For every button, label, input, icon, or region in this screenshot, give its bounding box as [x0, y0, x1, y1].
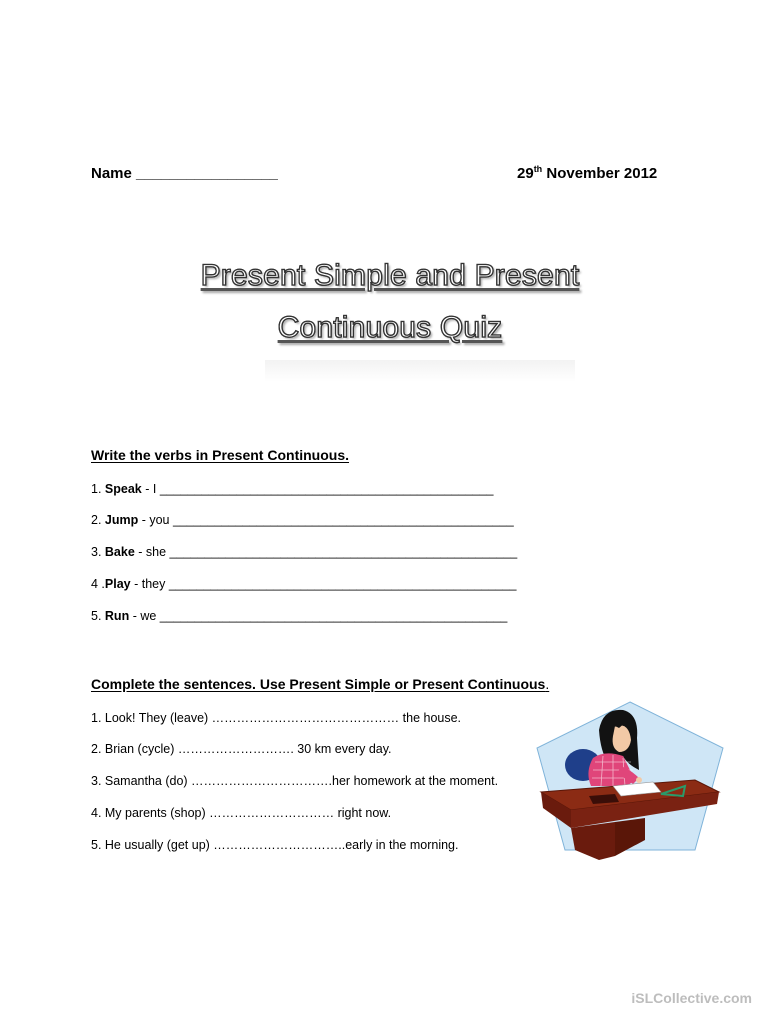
date-rest: November 2012 [542, 165, 658, 182]
title-line-1: Present Simple and Present [200, 259, 580, 292]
section2-heading-text: Complete the sentences. Use Present Simple or Present Continuous [91, 676, 546, 692]
date-day: 29 [517, 165, 534, 182]
exercise1-item-5 [91, 609, 507, 623]
girl-studying-at-desk-icon [535, 700, 725, 870]
item-subject: - she [134, 545, 170, 559]
item-verb: Speak [104, 482, 142, 496]
item-subject: - you [138, 513, 173, 527]
answer-blank[interactable]: __________________________________________________ [168, 577, 517, 591]
title-shadow-decoration [265, 360, 575, 382]
item-number: 2. [91, 513, 105, 527]
item-verb: Jump [104, 513, 139, 527]
section1-heading: Write the verbs in Present Continuous. [91, 447, 350, 463]
answer-blank[interactable]: _________________________________________________ [173, 513, 514, 527]
date [517, 165, 657, 182]
exercise2-item-4: 4. My parents (shop) ………………………… right now. [91, 806, 392, 820]
exercise2-item-1: 1. Look! They (leave) ……………………………………… the house. [91, 711, 462, 725]
item-verb: Play [104, 577, 131, 591]
exercise1-item-1 [91, 482, 494, 496]
item-subject: - we [129, 609, 160, 623]
item-number: 1. [91, 482, 105, 496]
section2-heading-period: . [545, 676, 550, 692]
exercise1-item-2 [91, 513, 514, 527]
site-watermark: iSLCollective.com [631, 990, 752, 1006]
item-number: 3. [91, 545, 105, 559]
item-subject: - they [130, 577, 169, 591]
date-suffix: th [533, 164, 543, 174]
item-subject: - I [141, 482, 160, 496]
answer-blank[interactable]: __________________________________________________ [159, 609, 508, 623]
title-line-2: Continuous Quiz [277, 311, 503, 344]
item-number: 5. [91, 609, 105, 623]
item-verb: Bake [104, 545, 135, 559]
exercise2-item-2: 2. Brian (cycle) ………………………. 30 km every day. [91, 742, 392, 756]
answer-blank[interactable]: __________________________________________________ [169, 545, 518, 559]
section2-heading [91, 676, 549, 692]
name-field-label: Name _________________ [91, 165, 278, 182]
exercise1-item-4 [91, 577, 516, 591]
exercise2-item-3: 3. Samantha (do) …………………………….her homework at the moment. [91, 774, 499, 788]
quiz-title [160, 250, 620, 354]
answer-blank[interactable]: ________________________________________________ [159, 482, 494, 496]
exercise2-item-5: 5. He usually (get up) …………………………..early in the morning. [91, 838, 459, 852]
exercise1-item-3 [91, 545, 517, 559]
item-verb: Run [104, 609, 130, 623]
item-number: 4 . [91, 577, 105, 591]
